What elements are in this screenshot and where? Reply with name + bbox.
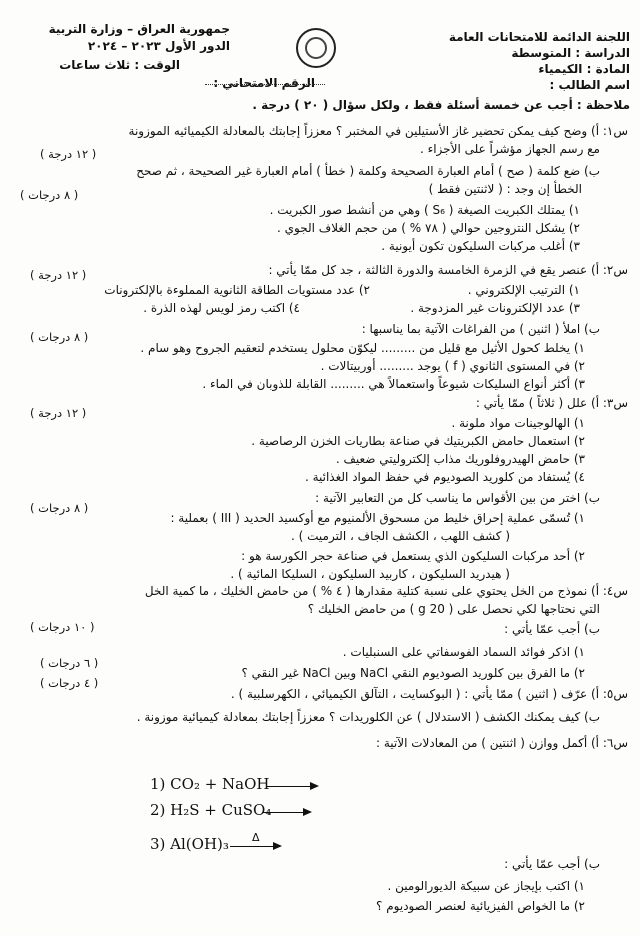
q2-a-marks: ( ١٢ درجة ) xyxy=(30,268,87,282)
ministry-seal-icon xyxy=(296,28,336,68)
equation-1-arrow xyxy=(267,786,317,787)
q4-b-item2-marks: ( ٤ درجات ) xyxy=(40,676,99,690)
q4-b-item1: ١) اذكر فوائد السماد الفوسفاتي على السنبليات . xyxy=(342,645,585,659)
equation-2: 2) H₂S + CuSO₄ xyxy=(150,801,272,819)
q4-b: ب) أجب عمّا يأتي : xyxy=(504,622,600,636)
q2-a-item1: ١) الترتيب الإلكتروني . xyxy=(467,283,580,297)
q2-a: س٢: أ) عنصر يقع في الزمرة الخامسة والدورة الثالثة ، جد كل ممّا يأتي : xyxy=(268,263,628,277)
study-level: الدراسة : المتوسطة xyxy=(511,46,630,60)
q3-b-item2-options: ( هيدريد السليكون ، كاربيد السليكون ، السليكا المائية ) . xyxy=(230,567,510,581)
equation-1: 1) CO₂ + NaOH xyxy=(150,775,270,793)
subject: المادة : الكيمياء xyxy=(538,62,630,76)
q2-a-item3: ٣) عدد الإلكترونات غير المزدوجة . xyxy=(410,301,580,315)
q3-a-item3: ٣) حامض الهيدروفلوريك مذاب إلكتروليتي ضعيف . xyxy=(335,452,585,466)
q3-a: س٣: أ) علل ( ثلاثاً ) ممّا يأتي : xyxy=(475,396,628,410)
q1-a-cont: مع رسم الجهاز مؤشراً على الأجزاء . xyxy=(419,142,600,156)
exam-number-line xyxy=(205,84,325,85)
q6-a: س٦: أ) أكمل ووازن ( اثنتين ) من المعادلات الآتية : xyxy=(376,736,628,750)
equation-3: 3) Al(OH)₃ xyxy=(150,835,229,853)
exam-note: ملاحظة : أجب عن خمسة أسئلة فقط ، ولكل سؤال ( ٢٠ ) درجة . xyxy=(252,98,630,112)
q1-a: س١: أ) وضح كيف يمكن تحضير غاز الأستيلين في المختبر ؟ معززاً إجابتك بالمعادلة الكيميائيه الموزونة xyxy=(128,124,628,138)
q2-b-marks: ( ٨ درجات ) xyxy=(30,330,89,344)
q3-a-item4: ٤) يُستفاد من كلوريد الصوديوم في حفظ المواد الغذائية . xyxy=(304,470,585,484)
q3-b-item2: ٢) أحد مركبات السليكون الذي يستعمل في صناعة حجر الكورسة هو : xyxy=(241,549,585,563)
q6-b-item1: ١) اكتب بإيجاز عن سبيكة الديورالومين . xyxy=(387,879,585,893)
q2-b-item2: ٢) في المستوى الثانوي ( f ) يوجد ......... أوربيتالات . xyxy=(320,359,585,373)
q4-a: س٤: أ) نموذج من الخل يحتوي على نسبة كتلية مقدارها ( ٤ % ) من حامض الخليك ، ما كمية الخل xyxy=(144,584,628,598)
q1-a-marks: ( ١٢ درجة ) xyxy=(40,147,97,161)
heat-symbol: Δ xyxy=(252,831,260,844)
q3-b: ب) اختر من بين الأقواس ما يناسب كل من التعابير الآتية : xyxy=(315,491,600,505)
equation-3-arrow xyxy=(230,846,280,847)
country-ministry: جمهورية العراق – وزارة التربية xyxy=(48,22,230,36)
q3-a-item2: ٢) استعمال حامض الكبريتيك في صناعة بطاريات الخزن الرصاصية . xyxy=(251,434,585,448)
q4-a-cont: التي نحتاجها لكي نحصل على ( 20 g ) من حامض الخليك ؟ xyxy=(307,602,600,616)
q2-a-item2: ٢) عدد مستويات الطاقة الثانوية المملوءة بالإلكترونات xyxy=(104,283,370,297)
q4-b-item2: ٢) ما الفرق بين كلوريد الصوديوم النقي NaCl وبين NaCl غير النقي ؟ xyxy=(241,666,585,680)
q3-b-item1-options: ( كشف اللهب ، الكشف الجاف ، الترميت ) . xyxy=(290,529,510,543)
q2-b: ب) املأ ( اثنين ) من الفراغات الآتية بما يناسبها : xyxy=(361,322,600,336)
exam-session: الدور الأول ٢٠٢٣ – ٢٠٢٤ xyxy=(87,39,230,53)
q2-a-item4: ٤) اكتب رمز لويس لهذه الذرة . xyxy=(143,301,300,315)
q1-b-marks: ( ٨ درجات ) xyxy=(20,188,79,202)
q2-b-item3: ٣) أكثر أنواع السليكات شيوعاً واستعمالاً هي ......... القابلة للذوبان في الماء . xyxy=(202,377,585,391)
q4-b-item1-marks: ( ٦ درجات ) xyxy=(40,656,99,670)
q4-a-marks: ( ١٠ درجات ) xyxy=(30,620,95,634)
q1-b-item1: ١) يمتلك الكبريت الصيغة ( S₆ ) وهي من أنشط صور الكبريت . xyxy=(269,203,580,217)
exam-duration: الوقت : ثلاث ساعات xyxy=(59,58,180,72)
equation-2-arrow xyxy=(262,812,310,813)
q1-b-item2: ٢) يشكل النتروجين حوالي ( ٧٨ % ) من حجم الغلاف الجوي . xyxy=(276,221,580,235)
q6-b: ب) أجب عمّا يأتي : xyxy=(504,857,600,871)
q3-b-marks: ( ٨ درجات ) xyxy=(30,501,89,515)
q3-b-item1: ١) تُسمّى عملية إحراق خليط من مسحوق الألمنيوم مع أوكسيد الحديد ( III ) بعملية : xyxy=(170,511,585,525)
q5-a: س٥: أ) عرّف ( اثنين ) ممّا يأتي : ( البوكسايت ، التآلق الكيميائي ، الكهرسلبية ) . xyxy=(230,687,628,701)
exam-number-label: الرقم الامتحاني : xyxy=(213,76,315,90)
q5-b: ب) كيف يمكنك الكشف ( الاستدلال ) عن الكلوريدات ؟ معززاً إجابتك بمعادلة كيميائية موزونة . xyxy=(136,710,600,724)
committee-name: اللجنة الدائمة للامتحانات العامة xyxy=(448,30,630,44)
q6-b-item2: ٢) ما الخواص الفيزيائية لعنصر الصوديوم ؟ xyxy=(376,899,585,913)
q2-b-item1: ١) يخلط كحول الأثيل مع قليل من ......... ليكوّن محلول يستخدم لتعقيم الجروح وهو سام . xyxy=(140,341,585,355)
q1-b: ب) ضع كلمة ( صح ) أمام العبارة الصحيحة وكلمة ( خطأ ) أمام العبارة غير الصحيحة ، ثم صحح xyxy=(136,164,600,178)
q3-a-marks: ( ١٢ درجة ) xyxy=(30,406,87,420)
q1-b-item3: ٣) أغلب مركبات السليكون تكون أيونية . xyxy=(381,239,580,253)
q1-b-cont: الخطأ إن وجد : ( لاثنتين فقط ) xyxy=(428,182,582,196)
q3-a-item1: ١) الهالوجينات مواد ملونة . xyxy=(451,416,585,430)
student-name-label: اسم الطالب : xyxy=(549,78,630,92)
